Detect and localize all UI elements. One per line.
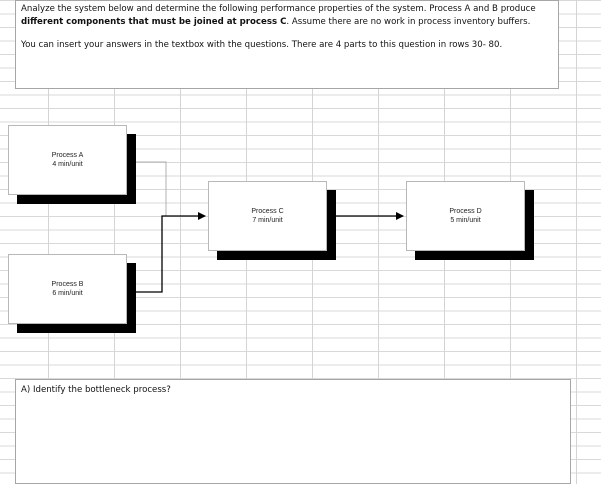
question-instructions: You can insert your answers in the textbox with the questions. There are 4 parts to this question in rows 30- 80. (21, 40, 503, 50)
question-assumption-text: . Assume there are no work in process inventory buffers. (286, 17, 531, 27)
connector-b-to-c (135, 216, 205, 292)
process-a-name: Process A (51, 152, 84, 159)
question-bold-text: different components that must be joined at process C (21, 17, 287, 27)
question-intro-text: Analyze the system below and determine the following performance properties of the system. Process A and B produce (21, 4, 536, 14)
process-d-box[interactable] (406, 181, 525, 251)
answer-textbox[interactable] (15, 379, 571, 484)
connector-a-to-c (135, 162, 166, 216)
process-b-box[interactable] (8, 254, 127, 324)
process-c-rate: 7 min/unit (252, 217, 283, 224)
process-a-box[interactable] (8, 125, 127, 195)
answer-part-a: A) Identify the bottleneck process? (21, 385, 171, 395)
process-b-rate: 6 min/unit (52, 290, 83, 297)
process-a-rate: 4 min/unit (52, 161, 83, 168)
process-b-name: Process B (51, 281, 84, 288)
process-c-name: Process C (251, 208, 284, 215)
process-c-box[interactable] (208, 181, 327, 251)
process-d-name: Process D (449, 208, 482, 215)
process-d-rate: 5 min/unit (450, 217, 481, 224)
